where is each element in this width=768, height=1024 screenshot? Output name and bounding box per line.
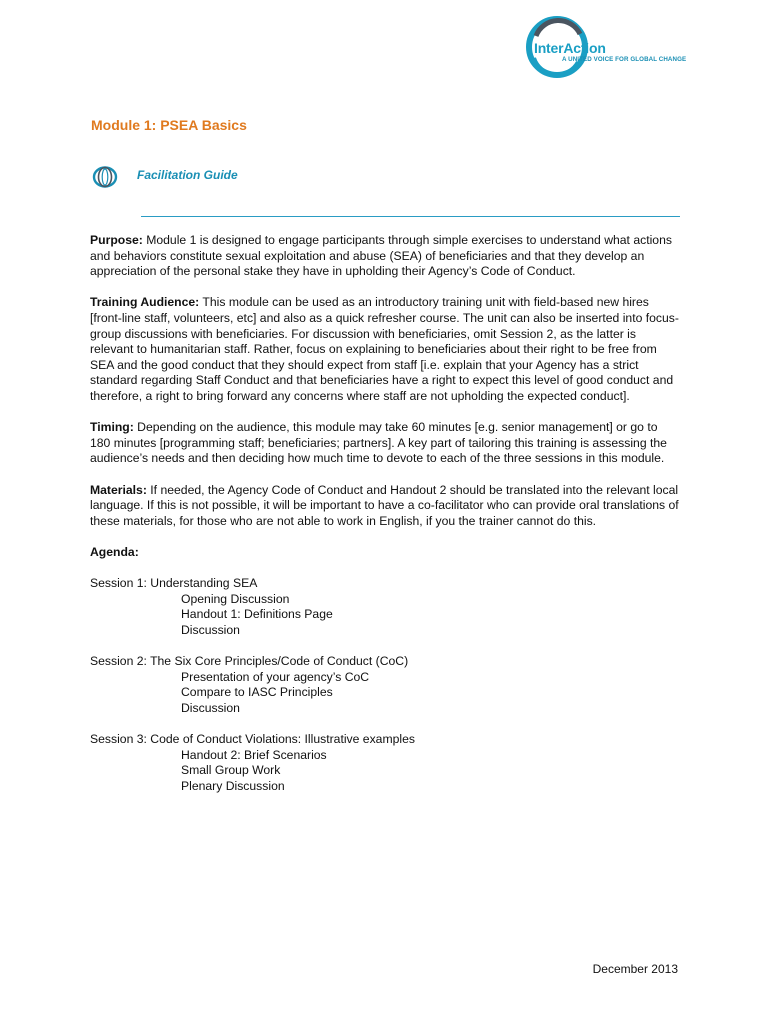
materials-text: If needed, the Agency Code of Conduct and Handout 2 should be translated into the relevant local language. If this is not possible, it will be important to have a co-facilitator who can provide oral translations of these materials, for those who are not able to work in English, if you the trainer cannot do this. xyxy=(90,482,679,528)
logo-wordmark xyxy=(534,40,606,56)
agenda-session-3 xyxy=(90,732,680,794)
agenda-session-2 xyxy=(90,654,680,716)
facilitation-guide-icon xyxy=(91,165,119,189)
session-item: Handout 2: Brief Scenarios xyxy=(181,747,327,762)
session-title: Session 2: The Six Core Principles/Code of Conduct (CoC) xyxy=(90,654,409,669)
training-audience-label: Training Audience: xyxy=(90,295,200,310)
session-item: Plenary Discussion xyxy=(181,778,285,793)
session-title: Session 1: Understanding SEA xyxy=(90,576,258,591)
document-body xyxy=(90,233,680,810)
agenda-session-1 xyxy=(90,576,680,638)
logo-word-inter: Inter xyxy=(534,40,564,56)
module-title: Module 1: PSEA Basics xyxy=(91,117,247,133)
session-item: Handout 1: Definitions Page xyxy=(181,607,333,622)
timing-paragraph xyxy=(90,420,680,467)
training-audience-paragraph xyxy=(90,295,680,404)
timing-text: Depending on the audience, this module may take 60 minutes [e.g. senior management] or go to 180 minutes [programming staff; beneficiaries; partners]. A key part of tailoring this training is assessing the audience’s needs and then deciding how much time to devote to each of the three sessions in this module. xyxy=(90,420,667,466)
agenda-title: Agenda: xyxy=(90,544,139,559)
logo-tagline: A UNITED VOICE FOR GLOBAL CHANGE xyxy=(562,56,687,63)
purpose-text: Module 1 is designed to engage participants through simple exercises to understand what actions and behaviors constitute sexual exploitation and abuse (SEA) of beneficiaries and that they develop an appreciation of the personal stake they have in upholding their Agency’s Code of Conduct. xyxy=(90,233,672,279)
session-item: Presentation of your agency’s CoC xyxy=(181,669,370,684)
materials-paragraph xyxy=(90,483,680,530)
facilitation-guide-label: Facilitation Guide xyxy=(137,168,238,182)
timing-label: Timing: xyxy=(90,420,134,435)
purpose-label: Purpose: xyxy=(90,233,143,247)
session-item: Compare to IASC Principles xyxy=(181,685,333,700)
session-item: Discussion xyxy=(181,622,240,637)
training-audience-text: This module can be used as an introductory training unit with field-based new hires [front-line staff, volunteers, etc] and also as a quick refresher course. The unit can also be inserted into focus-group discussions with beneficiaries. For discussion with beneficiaries, omit Session 2, as the latter is relevant to humanitarian staff. Rather, focus on explaining to beneficiaries about their right to be free from SEA and the good conduct that they should expect from staff [i.e. explain that your Agency has a strict standard regarding Staff Conduct and that beneficiaries have a right to expect this level of good conduct and therefore, a right to bring forward any concerns where staff are not upholding the expected conduct]. xyxy=(90,295,679,403)
session-title: Session 3: Code of Conduct Violations: Illustrative examples xyxy=(90,732,415,746)
session-item: Small Group Work xyxy=(181,763,281,778)
logo-word-action: Action xyxy=(563,40,606,56)
session-item: Opening Discussion xyxy=(181,591,290,606)
purpose-paragraph xyxy=(90,233,680,280)
section-divider xyxy=(141,216,680,217)
interaction-logo xyxy=(522,14,722,80)
footer-date: December 2013 xyxy=(592,962,678,976)
session-item: Discussion xyxy=(181,700,240,715)
materials-label: Materials: xyxy=(90,482,147,497)
